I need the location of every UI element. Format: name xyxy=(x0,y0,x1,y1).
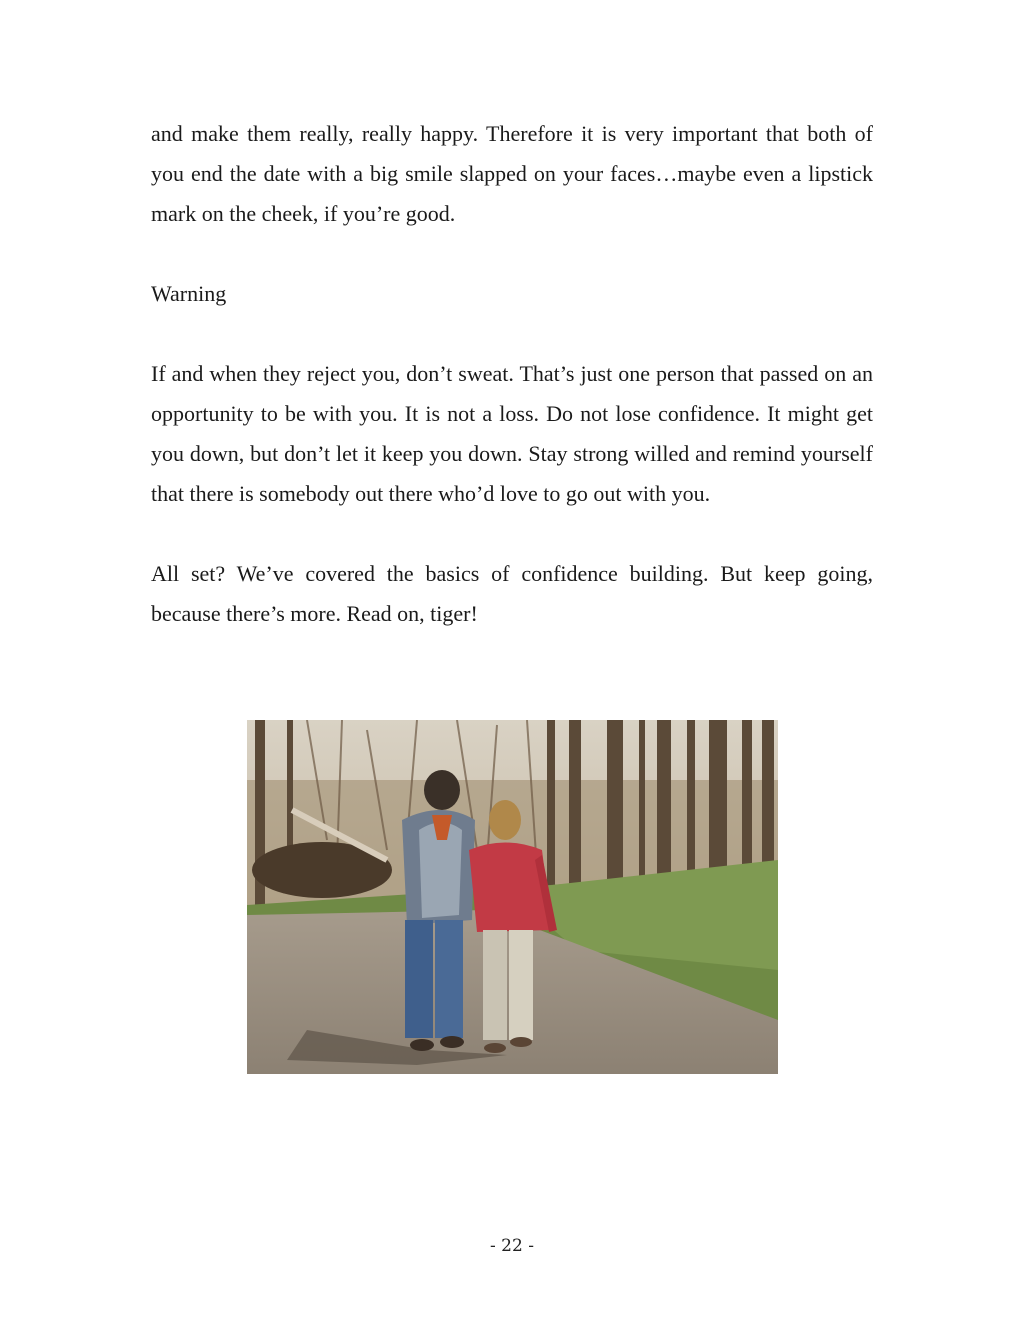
paragraph-all-set: All set? We’ve covered the basics of confidence building. But keep going, because there’s more. Read on, tiger! xyxy=(151,561,873,626)
couple-walking-photo xyxy=(247,720,778,1074)
page-number: - 22 - xyxy=(490,1236,534,1256)
paragraph-closing-date: and make them really, really happy. Therefore it is very important that both of you end the date with a big smile slapped on your faces…maybe even a lipstick mark on the cheek, if you’re good. xyxy=(151,121,873,226)
page-body xyxy=(151,114,873,674)
paragraph-rejection: If and when they reject you, don’t sweat. That’s just one person that passed on an opportunity to be with you. It is not a loss. Do not lose confidence. It might get you down, but don’t let it keep you down. Stay strong willed and remind yourself that there is somebody out there who’d love to go out with you. xyxy=(151,361,873,506)
warning-heading: Warning xyxy=(151,281,227,306)
